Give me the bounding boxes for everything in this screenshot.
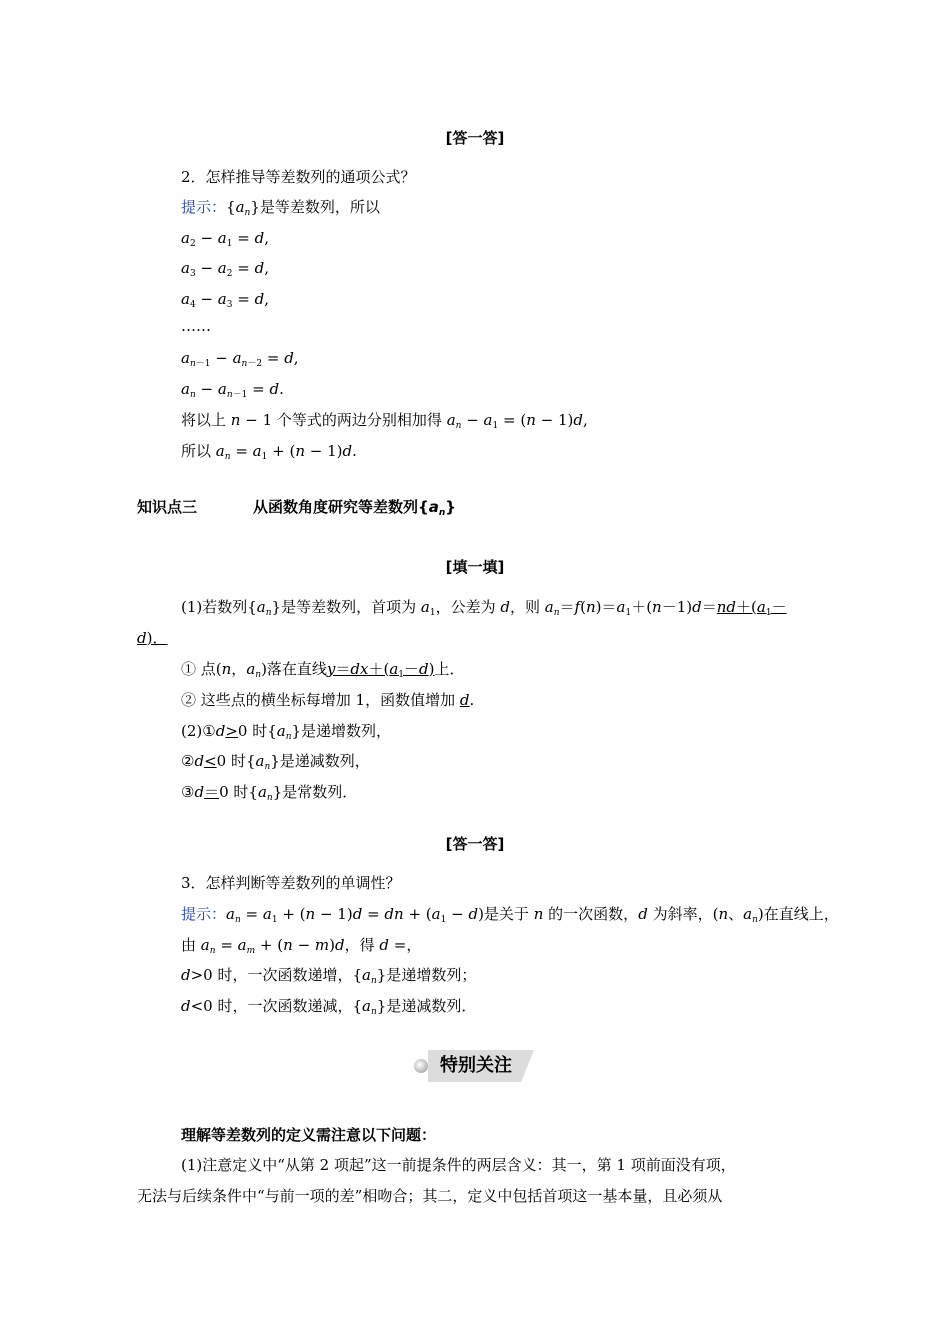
h1-tail: )在直线上， bbox=[757, 905, 839, 923]
h2-mid: ，得 bbox=[344, 936, 375, 954]
sum-mid: 个等式的两边分别相加得 bbox=[276, 411, 442, 429]
equation-line-3: $a_4 - a_3 = d$, bbox=[181, 290, 269, 310]
p1-mid1: 是等差数列，首项为 bbox=[281, 598, 417, 616]
special-paragraph-1: (1)注意定义中“从第 2 项起”这一前提条件的两层含义：其一，第 1 项前面没有项， bbox=[181, 1156, 736, 1174]
c2-end: 是递减数列， bbox=[279, 752, 370, 770]
hint-label-2: 提示： bbox=[181, 905, 227, 923]
sum-pre: 将以上 bbox=[181, 411, 227, 429]
equation-line-1: $a_2 - a_1 = d$, bbox=[181, 229, 269, 249]
b1-mid: )落在直线 bbox=[261, 660, 327, 678]
equation-line-4: $a_{n-1} - a_{n-2} = d$, bbox=[181, 349, 299, 369]
result-pre: 所以 bbox=[181, 442, 212, 460]
knowledge-title-text: 从函数角度研究等差数列 bbox=[253, 498, 419, 516]
c2-pre: ② bbox=[181, 752, 195, 770]
question-3: 3．怎样判断等差数列的单调性？ bbox=[181, 874, 401, 892]
fill-paragraph-1-cont: d)． bbox=[137, 629, 168, 647]
b1-tail: 上． bbox=[434, 660, 465, 678]
fill-paragraph-1: (1)若数列$\{a_n\}$是等差数列，首项为 $a_1$，公差为 d，则 $a_n=f(n)=a_1+(n-1)d=nd+(a_1-$ bbox=[181, 598, 787, 618]
special-intro: 理解等差数列的定义需注意以下问题： bbox=[181, 1126, 437, 1144]
section-heading-answer-1: [答一答] bbox=[445, 129, 505, 147]
equation-line-2: $a_3 - a_2 = d$, bbox=[181, 259, 269, 279]
equation-line-5: $a_n - a_{n-1} = d$. bbox=[181, 380, 284, 400]
hint-label: 提示： bbox=[181, 198, 227, 216]
special-paragraph-2: 无法与后续条件中“与前一项的差”相吻合；其二，定义中包括首项这一基本量，且必须从 bbox=[137, 1187, 723, 1205]
p1-mid3: ，则 bbox=[509, 598, 540, 616]
hint-line-4: d>0 时，一次函数递增，$\{a_n\}$是递增数列； bbox=[181, 966, 477, 986]
p1-mid2: ，公差为 bbox=[435, 598, 496, 616]
h4-text: <0 时，一次函数递减， bbox=[190, 997, 353, 1015]
section-heading-answer-2: [答一答] bbox=[445, 835, 505, 853]
b2-tail: . bbox=[469, 691, 475, 709]
h1-mid2: 的一次函数， bbox=[548, 905, 639, 923]
p1-pre: (1)若数列 bbox=[181, 598, 248, 616]
c3-tail: 0 时 bbox=[219, 783, 249, 801]
sum-line: 将以上 n − 1 个等式的两边分别相加得 $a_n - a_1 = (n - 1)d$, bbox=[181, 411, 588, 431]
knowledge-point-label: 知识点三 bbox=[137, 498, 198, 516]
hint-line-2: 提示：$a_n = a_1 + (n - 1)d$ = dn + $(a_1 - d)$是关于 n 的一次函数，d 为斜率，(n、$a_n$)在直线上， bbox=[181, 905, 839, 925]
p1-cont-tail: ． bbox=[152, 629, 168, 647]
h3-end: 是递增数列； bbox=[386, 966, 477, 984]
hint-line-5: d<0 时，一次函数递减，$\{a_n\}$是递减数列． bbox=[181, 997, 477, 1017]
h2-pre: 由 bbox=[181, 936, 197, 954]
fill-bullet-1: ① 点(n，$a_n$)落在直线$y=dx+(a_1-d)$上． bbox=[181, 660, 465, 680]
c1-pre: (2)① bbox=[181, 722, 216, 740]
c1-end: 是递增数列， bbox=[301, 722, 392, 740]
c2-tail: 0 时 bbox=[216, 752, 246, 770]
b1-pre: ① 点( bbox=[181, 660, 222, 678]
hint-line-3: 由 $a_n = a_m + (n - m)d$，得 d =， bbox=[181, 936, 422, 956]
question-2: 2．怎样推导等差数列的通项公式？ bbox=[181, 168, 416, 186]
h2-tail: ， bbox=[406, 936, 422, 954]
fill-case-2: ②d<0 时$\{a_n\}$是递减数列， bbox=[181, 752, 370, 772]
h1-mid3: 为斜率，( bbox=[652, 905, 719, 923]
c3-end: 是常数列． bbox=[282, 783, 358, 801]
knowledge-point-title: 从函数角度研究等差数列$\{a_n\}$ bbox=[253, 498, 456, 518]
result-line: 所以 $a_n = a_1 + (n - 1)d$. bbox=[181, 442, 357, 462]
h4-end: 是递减数列． bbox=[386, 997, 477, 1015]
section-heading-fill: [填一填] bbox=[445, 558, 505, 576]
hint-text: 是等差数列，所以 bbox=[259, 198, 380, 216]
fill-case-3: ③d＝0 时$\{a_n\}$是常数列． bbox=[181, 783, 358, 803]
bullet-dot-icon bbox=[414, 1059, 428, 1073]
b2-text: ② 这些点的横坐标每增加 1，函数值增加 bbox=[181, 691, 456, 709]
fill-case-1: (2)①d>0 时$\{a_n\}$是递增数列， bbox=[181, 722, 392, 742]
h3-text: >0 时，一次函数递增， bbox=[190, 966, 353, 984]
h1-mid: 是关于 bbox=[483, 905, 529, 923]
c3-pre: ③ bbox=[181, 783, 195, 801]
c1-tail: 0 时 bbox=[237, 722, 268, 740]
hint-line-1: 提示：$\{a_n\}$是等差数列，所以 bbox=[181, 198, 380, 218]
special-attention-badge bbox=[414, 1050, 534, 1082]
ellipsis-line: …… bbox=[181, 317, 211, 335]
badge-label: 特别关注 bbox=[440, 1055, 512, 1076]
fill-bullet-2: ② 这些点的横坐标每增加 1，函数值增加 d. bbox=[181, 691, 475, 709]
